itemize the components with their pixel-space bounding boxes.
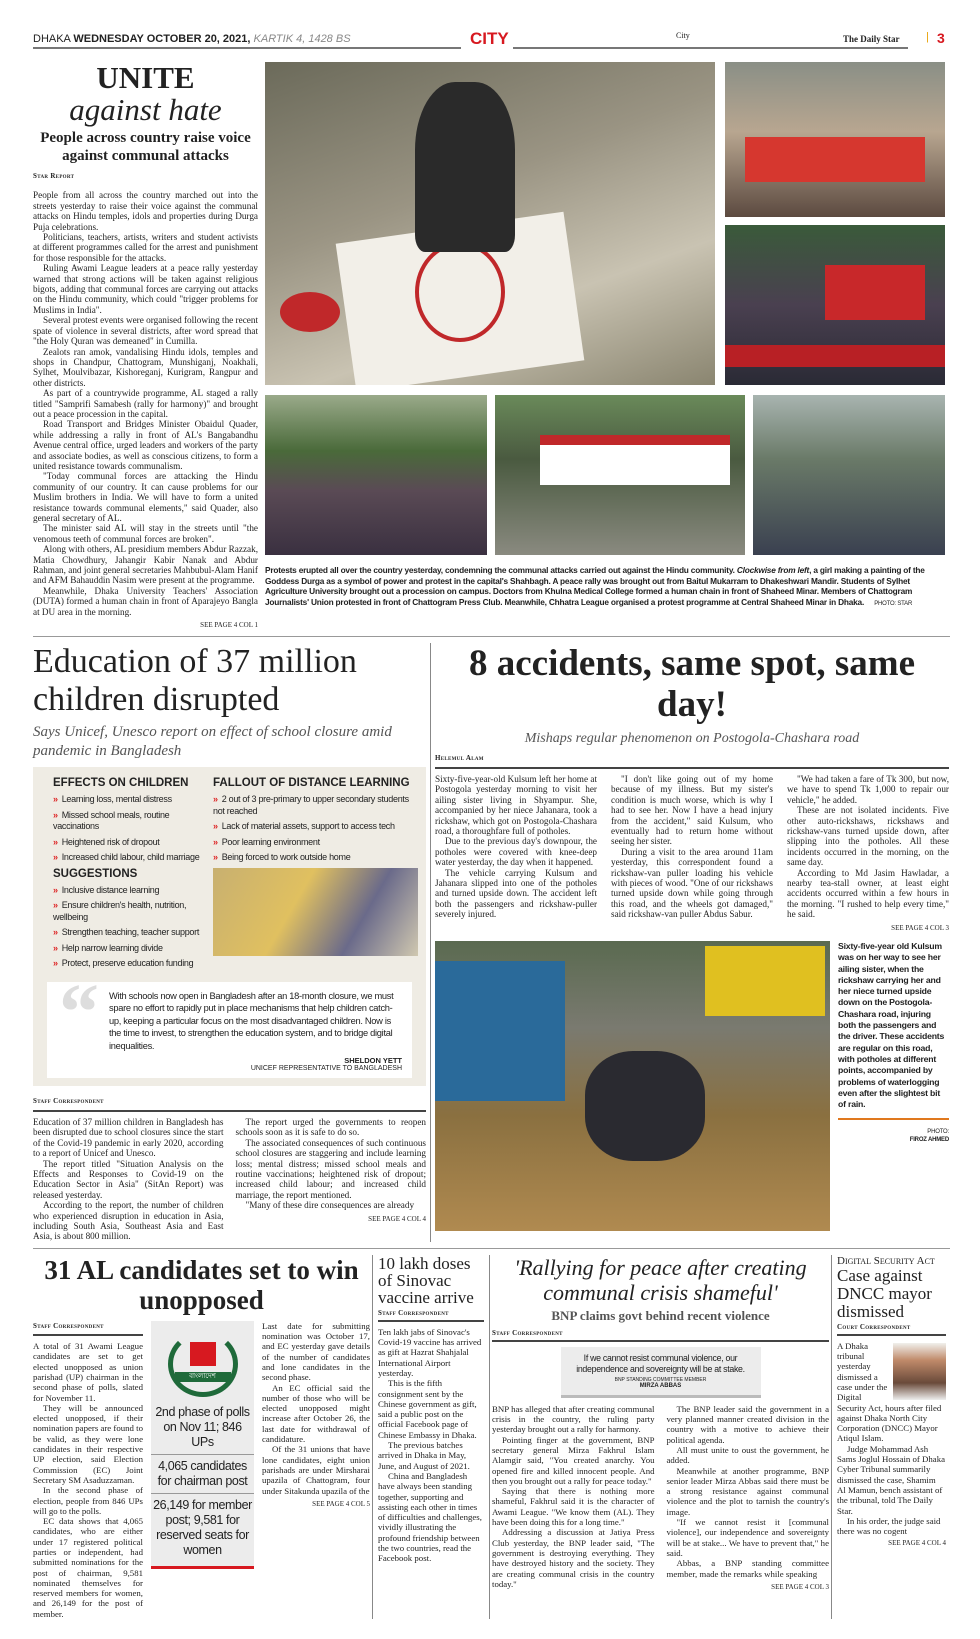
unite-photos (265, 62, 950, 630)
continued-link[interactable]: SEE PAGE 4 COL 1 (200, 621, 258, 630)
bullet-item: » Ensure children's health, nutrition, wellbeing (53, 900, 203, 923)
paragraph: Zealots ran amok, vandalising Hindu idols, temples and shops in Chandpur, Chattogram, Munshiganj, Noakhali, Sylhet, Moulvibazar, Kishoreganj, Kurigram, Rangpur and other districts. (33, 346, 258, 388)
top-section (33, 62, 950, 630)
photo-classroom (213, 868, 418, 956)
sinovac-article (375, 1255, 487, 1619)
paragraph: In the second phase of election, people from 846 UPs will go to the polls. (33, 1485, 143, 1516)
paragraph: All must unite to oust the government, he added. (666, 1444, 829, 1466)
paragraph: Addressing a discussion at Jatiya Press Club yesterday, the BNP leader said, "The government is destroying everything. They have destroyed history and the society. They are creating communal crisis in the country today." (492, 1527, 655, 1589)
bullet-item: » Poor learning environment (213, 837, 418, 849)
bnp-headline-block (492, 1255, 829, 1324)
fallout-list (213, 794, 418, 864)
infobox-fact: 4,065 candidates for chairman post (151, 1454, 254, 1493)
al-headline: 31 AL candidates set to win unopposed (44, 1254, 359, 1315)
byline: Helemul Alam (435, 753, 949, 768)
paragraph: China and Bangladesh have always been standing together, supporting and assisting each other in times of difficulties and challenges, vividly illustrating the profound friendship between the two countries, read the Facebook post. (378, 1470, 482, 1564)
paragraph: Due to the previous day's downpour, the potholes were covered with knee-deep water yesterday, the day when it happened. (435, 836, 597, 868)
suggestions-title: SUGGESTIONS (53, 867, 138, 880)
paragraph: A total of 31 Awami League candidates are set to get elected unopposed as union parishad (UP) chairman in the second phase of polls, slated for November 11. (33, 1341, 143, 1403)
bullet-item: » Lack of material assets, support to access tech (213, 821, 418, 833)
paragraph: During a visit to the area around 11am yesterday, this correspondent found a rickshaw-van puller loading his vehicle with pieces of wood. "One of our rickshaws turned upside down while going through this road, and the wheels got damaged," said rickshaw-van puller Abdus Sabur. (611, 846, 773, 920)
quote-text: With schools now open in Bangladesh after an 18-month closure, we must spare no effort to rapidly put in place mechanisms that help children catch-up, keeping a particular focus on the most disadvantaged children. Now is the time to invest, to strengthen the education system, and to bridge digital inequalities. (109, 990, 394, 1051)
section-label: City (676, 31, 690, 40)
election-commission-logo: বাংলাদেশ (168, 1331, 238, 1397)
paragraph: An EC official said the number of those who will be elected unopposed might increase after October 26, the last date for withdrawal of candidature. (262, 1382, 370, 1445)
column-rule (489, 1255, 490, 1619)
continued-link[interactable]: SEE PAGE 4 COL 5 (312, 1499, 370, 1508)
divider: | (926, 31, 929, 43)
al-article (33, 1255, 370, 1619)
paragraph: Along with others, AL presidium members Abdur Razzak, Matia Chowdhury, Jahangir Kabir Nanak and Abdur Rahman, and joint general secretaries Mahbubul-Alam Hanif and AFM Bahauddin Nasim were present at the programme. (33, 544, 258, 586)
accidents-photo-caption: Sixty-five-year old Kulsum was on her way to see her ailing sister, when the rickshaw carrying her and her niece turned upside down on the Postogola-Chashara road, injuring both the passengers and the driver. These accidents are regular on this road, with potholes at different points, accompanied by problems of waterlogging even after the slightest bit of rain. PHOTO: FIROZ AHMED (838, 940, 949, 1144)
accidents-photo-row (435, 941, 949, 1231)
column-rule (430, 643, 431, 1241)
paragraph: EC data shows that 4,065 candidates, who are either under 17 registered political parties or independent, had submitted nominations for the post of chairman, 9,581 nominated themselves for reserved members for women, and 26,149 for the post of member. (33, 1516, 143, 1619)
accidents-subhead: Mishaps regular phenomenon on Postogola-Chashara road (524, 731, 860, 747)
photo-shaheed-minar (265, 395, 487, 555)
accidents-body (435, 753, 949, 933)
paragraph: A Dhaka tribunal yesterday dismissed a case under the Digital Security Act, hours after filed against Dhaka North City Corporation (DNCC) Mayor Atiqul Islam. (837, 1340, 942, 1444)
mayor-photo (893, 1343, 946, 1400)
sinovac-headline: 10 lakh doses of Sinovac vaccine arrive (378, 1253, 474, 1307)
continued-link[interactable]: SEE PAGE 4 COL 3 (771, 1582, 829, 1591)
paragraph: Pointing finger at the government, BNP secretary general Mirza Fakhrul Islam Alamgir said, "You created anarchy. You opened fire and killed innocent people. And then you brought out a rally for peace today." (492, 1434, 655, 1486)
paragraph: "I don't like going out of my home because of my illness. But my sister's condition is much worse, which is why I had to see her. Now I have a head injury from the accident," said Kulsum, who eventually had to return home without seeing her sister. (611, 773, 773, 847)
byline: Staff Correspondent (33, 1321, 143, 1336)
page-number: 3 (937, 30, 945, 46)
infobox-fact: 26,149 for member post; 9,581 for reserved seats for women (151, 1493, 254, 1562)
photo-khulna-human-chain (495, 395, 745, 555)
education-infographic (33, 767, 426, 982)
paragraph: Politicians, teachers, artists, writers and student activists at different programmes called for the arrest and punishment for those responsible for the attacks. (33, 232, 258, 263)
paragraph: These are not isolated incidents. Five other auto-rickshaws, rickshaws and rickshaw-vans turned upside down, after slipping into the potholes. All these incidents occurred in the morning, on the same day. (787, 805, 949, 868)
bullet-item: » Heightened risk of dropout (53, 837, 203, 849)
bullet-item: » Learning loss, mental distress (53, 794, 203, 806)
photo-credit: PHOTO: FIROZ AHMED (838, 1118, 949, 1144)
bnp-body (492, 1404, 829, 1592)
dateline: DHAKA WEDNESDAY OCTOBER 20, 2021, KARTIK 4, 1428 BS (33, 33, 351, 45)
paragraph: Meanwhile, Dhaka University Teachers' Association (DUTA) formed a human chain in front of Aparajeyo Bangla at DU area in the morning. (33, 585, 258, 617)
paragraph: According to Md Jasim Hawladar, a nearby tea-stall owner, at least eight accidents occurred within a few hours in the morning. "I rushed to help every time," he said. (787, 867, 949, 920)
continued-link[interactable]: SEE PAGE 4 COL 3 (891, 923, 949, 932)
paragraph: "We had taken a fare of Tk 300, but now, we have to spend Tk 1,000 to repair our vehicle," he added. (787, 773, 949, 805)
bullet-item: » Strengthen teaching, teacher support (53, 927, 203, 939)
photo-chattogram-press-club (753, 395, 945, 555)
bnp-pull-quote: If we cannot resist communal violence, our independence and sovereignty will be at stake. BNP STANDING COMMITTEE MEMBER MIRZA ABBAS (561, 1347, 761, 1398)
page-header (33, 29, 950, 51)
paragraph: Abbas, a BNP standing committee member, made the remarks while speaking (666, 1558, 829, 1579)
photo-peace-rally (725, 62, 945, 217)
paragraph: The previous batches arrived in Dhaka in May, June, and August of 2021. (378, 1440, 470, 1471)
unite-article (33, 62, 258, 630)
bullet-item: » Being forced to work outside home (213, 852, 418, 864)
paragraph: The BNP leader said the government in a very planned manner created division in the country with a motive to achieve their political agenda. (666, 1403, 829, 1445)
bullet-item: » Protect, preserve education funding (53, 958, 203, 970)
paragraph: Education of 37 million children in Bangladesh has been disrupted due to school closures since the start of the Covid-19 pandemic in early 2020, according to a report of Unicef and Unesco. (33, 1116, 224, 1159)
paragraph: According to the report, the number of children who experienced disruption in education in Asia, including South Asia, Southeast Asia and East Asia, is about 800 million. (33, 1200, 224, 1242)
paragraph: Several protest events were organised following the recent spate of violence in several districts, after word spread that "the Holy Quran was demeaned" in Cumilla. (33, 315, 258, 347)
subhead: People across country raise voice against communal attacks (40, 130, 251, 164)
unite-headline (33, 62, 258, 165)
paragraph: The minister said AL will stay in the streets until "the venomous teeth of communal forces are broken". (33, 523, 258, 544)
education-subhead: Says Unicef, Unesco report on effect of school closure amid pandemic in Bangladesh (33, 724, 392, 760)
paragraph: "Today communal forces are attacking the Hindu community of our country. It can cause problems for our Muslim brothers in India. We will have to form a united resistance towards communal elements," said Quader, also general secretary of AL. (33, 471, 258, 523)
photo-girl-painting (265, 62, 715, 385)
bnp-subhead: BNP claims govt behind recent violence (551, 1307, 770, 1323)
infobox-fact: 2nd phase of polls on Nov 11; 846 UPs (155, 1404, 250, 1449)
divider (33, 1248, 950, 1249)
paragraph: This is the fifth consignment sent by the Chinese government as gift, said a public post on the official Facebook page of Chinese Embassy in Dhaka. (378, 1378, 477, 1440)
photo-waterlogged-road (435, 941, 830, 1231)
paragraph: People from all across the country marched out into the streets yesterday to raise their voice against the communal attacks on Hindu temples, idols and properties during Durga Puja celebrations. (33, 190, 258, 232)
paragraph: Meanwhile at another programme, BNP senior leader Mirza Abbas said there must be a strong resistance against communal violence and the plot to tarnish the country's image. (666, 1465, 829, 1517)
masthead-logo: The Daily Star (843, 34, 900, 44)
photo-caption: Protests erupted all over the country yesterday, condemning the communal attacks carried out against the Hindu community. Clockwise from left, a girl making a painting of the Goddess Durga as a symbol of power and protest in the capital's Shahbagh. A peace rally was brought out from Baitul Mukarram to Dhakeshwari Mandir. Students of Sylhet Agriculture University brought out a procession on campus. Doctors from Khulna Medical College formed a human chain in front of Shaheed Minar. Members of Chattogram Journalists' Union protested in front of Chattogram Press Club. Meanwhile, Chhatra League organised a protest programme at Central Shaheed Minar in Dhaka. PHOTO: STAR (265, 565, 925, 607)
header-rule (33, 47, 461, 49)
paragraph: Judge Mohammad Ash Sams Joglul Hossain of Dhaka Cyber Tribunal summarily dismissed the case, Shamim Al Mamun, bench assistant of the tribunal, told The Daily Star. (837, 1443, 945, 1516)
effects-list (53, 794, 203, 864)
suggestions-list (53, 885, 203, 970)
education-body (33, 1096, 426, 1241)
paragraph: Ten lakh jabs of Sinovac's Covid-19 vaccine has arrived as gift at Hazrat Shahjalal International Airport yesterday. (378, 1326, 482, 1378)
paragraph: The report urged the governments to reopen schools soon as it is safe to do so. (235, 1116, 426, 1138)
fallout-title: FALLOUT OF DISTANCE LEARNING (213, 777, 410, 790)
paragraph: "If we cannot resist it [communal violence], our independence and sovereignty will be at stake... We have to prevent that," he said. (666, 1517, 829, 1558)
byline: Star Report (33, 172, 75, 180)
column-rule (372, 1255, 373, 1619)
divider (33, 636, 950, 637)
paragraph: Sixty-five-year-old Kulsum left her home at Postogola yesterday morning to visit her ailing sister living in Shyampur. She, accompanied by her niece Jahanara, took a rickshaw, which got on Postogola-Chashara road, a thoroughfare full of potholes. (435, 773, 597, 836)
bottom-section (33, 1255, 950, 1619)
quote-role: UNICEF REPRESENTATIVE TO BANGLADESH (250, 1065, 402, 1073)
continued-link[interactable]: SEE PAGE 4 COL 4 (888, 1539, 946, 1548)
kicker: Digital Security Act (837, 1254, 935, 1267)
bnp-article (492, 1255, 829, 1619)
dncc-headline: Case against DNCC mayor dismissed (837, 1265, 932, 1321)
continued-link[interactable]: SEE PAGE 4 COL 4 (368, 1214, 426, 1223)
education-headline: Education of 37 million children disrupted (33, 643, 357, 719)
paragraph: Saying that there is nothing more shameful, Fakhrul said it is the character of Awami League. "We know them (AL). They have been doing this for a long time." (492, 1486, 655, 1528)
al-body-col2 (262, 1321, 370, 1619)
paragraph: Road Transport and Bridges Minister Obaidul Quader, while addressing a rally in front of AL's Bangabandhu Avenue central office, urged leaders and workers of the party and associate bodies, as well as conscious citizens, to form a united resistance towards communalism. (33, 419, 258, 471)
bullet-item: » 2 out of 3 pre-primary to upper secondary students not reached (213, 794, 418, 817)
effects-title: EFFECTS ON CHILDREN (53, 777, 189, 790)
accidents-headline: 8 accidents, same spot, same day! (468, 643, 915, 726)
byline: Staff Correspondent (378, 1309, 484, 1322)
paragraph: "Many of these dire consequences are already (245, 1200, 415, 1211)
paragraph: Last date for submitting nomination was October 17, and EC yesterday gave details of the number of candidates and lone candidates in the second phase. (262, 1320, 370, 1383)
bullet-item: » Missed school meals, routine vaccinations (53, 810, 203, 833)
dncc-article (834, 1255, 946, 1619)
headline-line1: UNITE (96, 60, 195, 95)
byline: Staff Correspondent (33, 1096, 426, 1111)
photo-credit: PHOTO: STAR (874, 600, 913, 607)
bullet-item: » Help narrow learning divide (53, 943, 203, 955)
byline: Staff Correspondent (492, 1329, 829, 1342)
middle-section (33, 643, 950, 1241)
paragraph: Of the 31 unions that have lone candidates, eight union parishads are under Mirsharai upazila of Chattogram, four under Sitakunda upazila of the (262, 1444, 370, 1496)
paragraph: They will be announced elected unopposed, if their nomination papers are found to be valid, as they were lone candidates in their respective UP election, said Election Commission (EC) Joint Secretary SM Asaduzzaman. (33, 1402, 143, 1485)
paragraph: The associated consequences of such continuous school closures are staggering and include learning loss; mental distress; missed school meals and routine vaccinations; heightened risk of dropout; increased child labour; and increased child marriage, the report mentioned. (235, 1137, 426, 1200)
unite-body (33, 171, 258, 630)
header-rule (513, 47, 908, 49)
bnp-headline: 'Rallying for peace after creating communal crisis shameful' (514, 1254, 807, 1305)
accidents-article (435, 643, 949, 1241)
paragraph: The report titled "Situation Analysis on the Effects and Responses to Covid-19 on the Education Sector in Asia" (SitAn Report) was released yesterday. (33, 1158, 224, 1200)
al-body-col1 (33, 1321, 143, 1619)
bullet-item: » Increased child labour, child marriage (53, 852, 203, 864)
quote-mark-icon: “ (59, 968, 99, 1057)
paragraph: The vehicle carrying Kulsum and Jahanara slipped into one of the potholes and turned upside down. The accident left both the passengers and rickshaw-puller severely injured. (435, 867, 597, 920)
section-name: CITY (470, 29, 509, 48)
paragraph: As part of a countrywide programme, AL staged a rally titled "Samprifi Samabesh (rally for harmony)" and brought out a peace procession in the capital. (33, 388, 258, 419)
paragraph: BNP has alleged that after creating communal crisis in the country, the ruling party yesterday brought out a rally for harmony. (492, 1403, 655, 1435)
byline: Court Correspondent (837, 1323, 946, 1336)
bullet-item: » Inclusive distance learning (53, 885, 203, 897)
headline-line2: against hate (69, 92, 222, 127)
paragraph: Ruling Awami League leaders at a peace rally yesterday warned that strong actions will be taken against religious bigots, adding that communal forces are carrying out attacks on the Hindu community, which could "trigger problems for Muslims in India". (33, 263, 258, 315)
paragraph: In his order, the judge said there was no cogent (837, 1515, 941, 1537)
photo-sylhet-procession (725, 225, 945, 385)
column-rule (831, 1255, 832, 1619)
unicef-quote-box (33, 968, 426, 1087)
al-infobox (151, 1321, 254, 1569)
photo-grid (265, 62, 950, 555)
education-article (33, 643, 426, 1241)
quote-name: SHELDON YETT (344, 1056, 402, 1066)
